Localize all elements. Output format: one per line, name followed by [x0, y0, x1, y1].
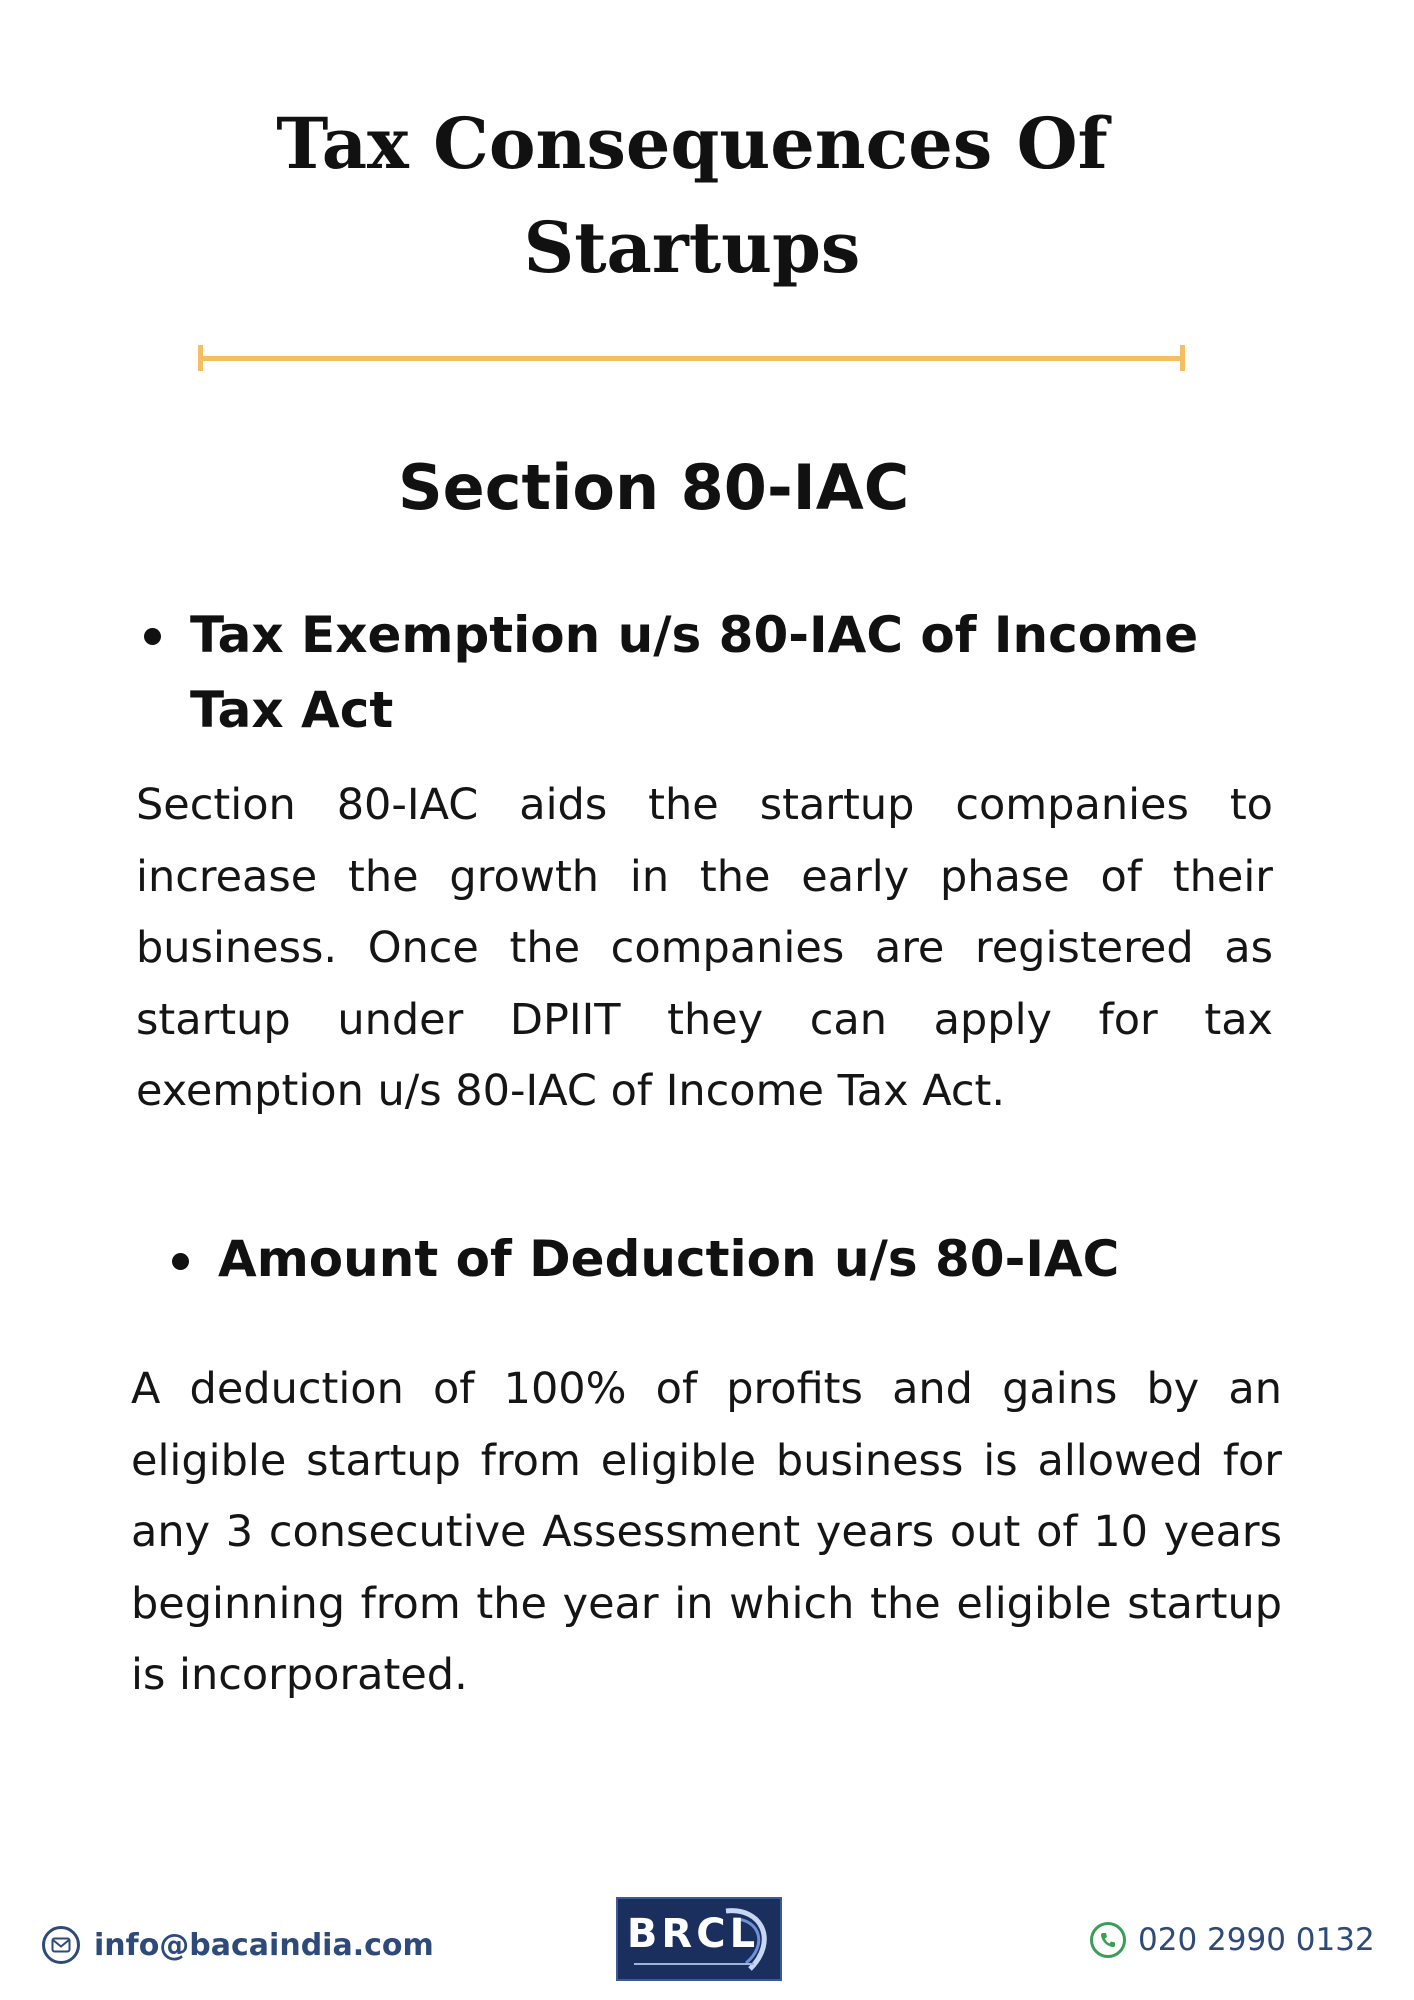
phone-icon [1090, 1922, 1126, 1958]
footer-phone-text[interactable]: 020 2990 0132 [1138, 1922, 1375, 1958]
logo-text: BRCL [626, 1911, 760, 1957]
bullet-dot-icon [144, 628, 161, 645]
page-title-line-2: Startups [523, 206, 861, 289]
company-logo [616, 1897, 782, 1981]
paragraph-tax-exemption: Section 80-IAC aids the startup companies to increase the growth in the early phase of their business. Once the companies are registered as startup under DPIIT they can apply for tax exemption u/s 80-IAC of Income Tax Act. [136, 780, 1273, 1116]
divider-bar [198, 356, 1185, 361]
bullet-dot-icon [172, 1253, 189, 1270]
envelope-icon [42, 1926, 80, 1964]
section-heading: Section 80-IAC [398, 451, 910, 524]
title-divider [198, 345, 1185, 371]
divider-right-cap [1180, 345, 1185, 371]
bullet-heading-deduction-amount [218, 1222, 1278, 1297]
bullet-heading-text: Amount of Deduction u/s 80-IAC [218, 1230, 1120, 1288]
bullet-heading-tax-exemption [190, 598, 1280, 748]
footer-email-text[interactable]: info@bacaindia.com [94, 1927, 434, 1963]
bullet-heading-text: Tax Exemption u/s 80-IAC of Income Tax Act [190, 606, 1199, 739]
logo-underline [634, 1963, 754, 1965]
footer-email[interactable] [42, 1920, 434, 1970]
page-title [0, 92, 1384, 300]
paragraph-deduction-amount: A deduction of 100% of profits and gains by an eligible startup from eligible business is allowed for any 3 consecutive Assessment years out of 10 years beginning from the year in which the eligible startup is incorporated. [131, 1364, 1282, 1700]
page-title-line-1: Tax Consequences Of [276, 102, 1108, 185]
footer-phone[interactable] [1090, 1915, 1375, 1965]
